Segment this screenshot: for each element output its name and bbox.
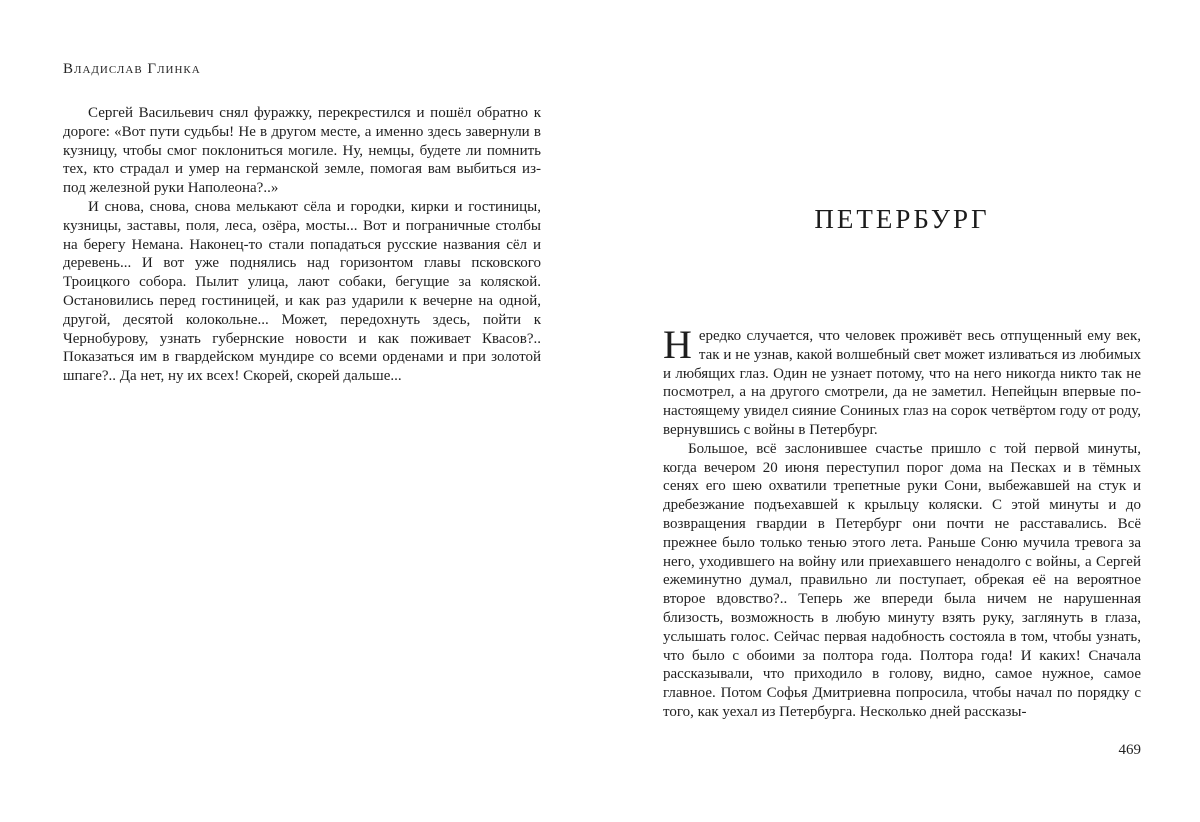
chapter-title: ПЕТЕРБУРГ [814,204,990,234]
paragraph: Сергей Васильевич снял фуражку, перекрестился и пошёл обратно к дороге: «Вот пути судьбы! Не в другом месте, а именно здесь завернули в кузницу, чтобы смог поклониться могиле. Ну, немцы, будете ли помнить тех, кто страдал и умер на германской земле, помогая вам выбиться из-под железной руки Наполеона?..» [63,105,541,197]
paragraph: Нередко случается, что человек проживёт весь отпущенный ему век, так и не узнав, какой волшебный свет может изливаться из любимых и любящих глаз. Один не узнает потому, что на него никогда никто так не посмотрел, а на другого смотрели, да не заметил. Непейцын впервые по-настоящему увидел сияние Сониных глаз на сорок четвёртом году от роду, вернувшись с войны в Петербург. [663,322,1141,438]
left-page-body-text [63,104,541,386]
left-page [63,0,541,822]
right-page-body-text [663,322,1141,722]
page-number: 469 [1118,742,1141,758]
right-page [663,0,1141,822]
drop-cap-letter: Н [663,322,692,367]
paragraph: Большое, всё заслонившее счастье пришло с той первой минуты, когда вечером 20 июня переступил порог дома на Песках и в тёмных сенях его шею охватили трепетные руки Сони, выбежавшей на стук и дребезжание подъехавшей к крыльцу коляски. С этой минуты и до возвращения гвардии в Петербург они почти не расставались. Всё прежнее было только тенью этого лета. Раньше Соню мучила тревога за него, уходившего на войну или приехавшего ненадолго с войны, а Сергей ежеминутно думал, правильно ли поступает, обрекая её на вероятное второе вдовство?.. Теперь же впереди была ничем не нарушенная близость, возможность в любую минуту взять руку, заглянуть в глаза, услышать голос. Сейчас первая надобность состояла в том, чтобы узнать, что было с обоими за полтора года. Полтора года! И каких! Сначала рассказывали, что приходило в голову, видно, самое нужное, самое главное. Потом Софья Дмитриевна попросила, чтобы начал по порядку с того, как уехал из Петербурга. Несколько дней рассказы- [663,440,1141,720]
paragraph: И снова, снова, снова мелькают сёла и городки, кирки и гостиницы, кузницы, заставы, поля, леса, озёра, мосты... Вот и пограничные столбы на берегу Немана. Наконец-то стали попадаться русские названия сёл и деревень... И вот уже поднялись над горизонтом главы псковского Троицкого собора. Пылит улица, лают собаки, бегущие за коляской. Остановились перед гостиницей, и как раз ударили к вечерне на одной, другой, десятой колокольне... Может, передохнуть здесь, пойти к Чернобурову, узнать губернские новости и как поживает Квасов?.. Показаться им в гвардейском мундире со всеми орденами и при золотой шпаге?.. Да нет, ну их всех! Скорей, скорей дальше... [63,198,541,385]
running-header-author: Владислав Глинка [63,61,201,77]
